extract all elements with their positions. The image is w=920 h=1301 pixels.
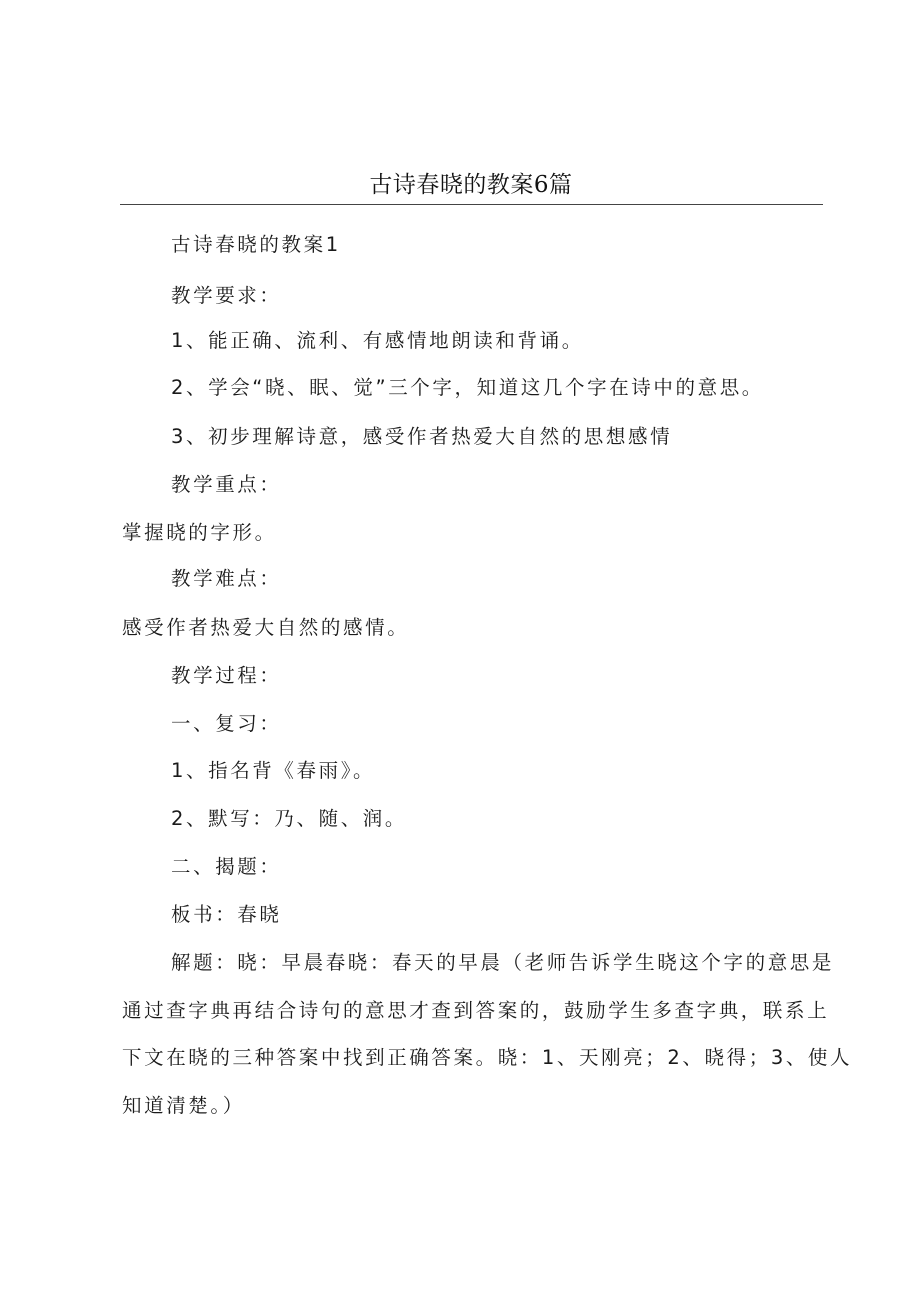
- paragraph: 掌握晓的字形。: [122, 521, 277, 544]
- paragraph: 知道清楚。）: [122, 1094, 245, 1117]
- paragraph: 通过查字典再结合诗句的意思才查到答案的，鼓励学生多查字典，联系上: [122, 999, 830, 1022]
- paragraph: 解题：晓：早晨春晓：春天的早晨（老师告诉学生晓这个字的意思是: [171, 951, 835, 974]
- paragraph: 教学过程：: [171, 664, 282, 687]
- section-heading: 古诗春晓的教案1: [171, 233, 341, 256]
- title-divider: [120, 204, 823, 205]
- paragraph: 3、初步理解诗意，感受作者热爱大自然的思想感情: [171, 425, 673, 448]
- paragraph: 2、学会“晓、眠、觉”三个字，知道这几个字在诗中的意思。: [171, 376, 764, 399]
- paragraph: 二、揭题：: [171, 855, 282, 878]
- paragraph: 教学要求：: [171, 284, 282, 307]
- paragraph: 2、默写：乃、随、润。: [171, 807, 408, 830]
- paragraph: 感受作者热爱大自然的感情。: [122, 616, 410, 639]
- paragraph: 教学重点：: [171, 473, 282, 496]
- paragraph: 板书：春晓: [171, 903, 282, 926]
- page-title: 古诗春晓的教案6篇: [369, 172, 573, 198]
- paragraph: 1、指名背《春雨》。: [171, 759, 376, 782]
- paragraph: 下文在晓的三种答案中找到正确答案。晓：1、天刚亮；2、晓得；3、使人: [122, 1046, 853, 1069]
- paragraph: 1、能正确、流利、有感情地朗读和背诵。: [171, 329, 584, 352]
- paragraph: 一、复习：: [171, 712, 282, 735]
- paragraph: 教学难点：: [171, 567, 282, 590]
